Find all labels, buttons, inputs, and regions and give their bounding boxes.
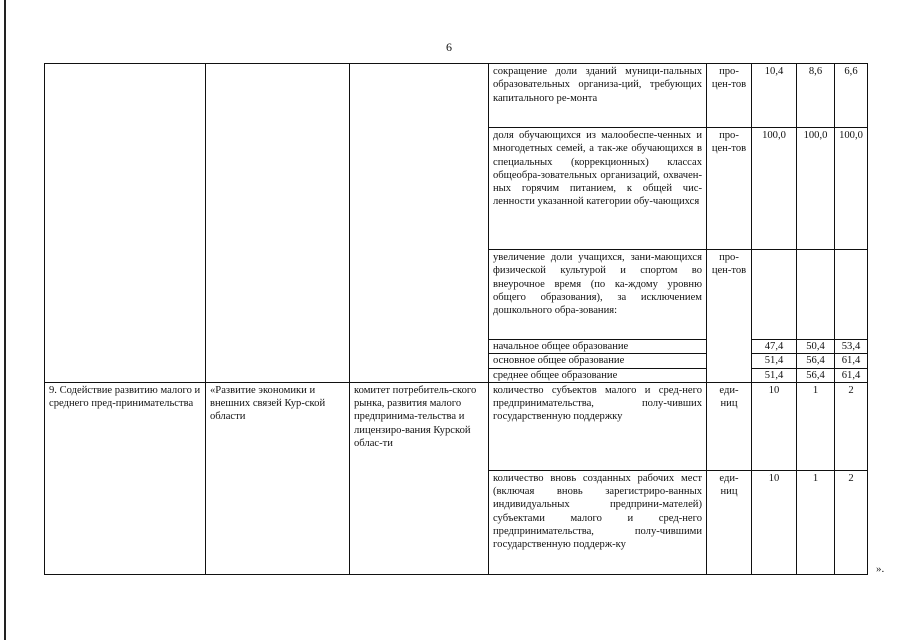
value-cell: 53,4 — [835, 340, 868, 354]
indicator-cell: сокращение доли зданий муници-пальных образовательных организа-ций, требующих капитального ре-монта — [489, 64, 707, 128]
unit-cell: про-цен-тов — [707, 250, 752, 383]
value-cell: 51,4 — [752, 354, 797, 368]
value-cell: 50,4 — [797, 340, 835, 354]
value-cell — [752, 250, 797, 340]
indicator-cell: начальное общее образование — [489, 340, 707, 354]
page-left-edge — [4, 0, 6, 640]
table-row — [45, 64, 868, 128]
indicator-cell: среднее общее образование — [489, 368, 707, 382]
value-cell: 56,4 — [797, 368, 835, 382]
value-cell: 56,4 — [797, 354, 835, 368]
program-cell: «Развитие экономики и внешних связей Кур-ской области — [206, 382, 350, 574]
value-cell: 10 — [752, 470, 797, 574]
indicator-cell: количество субъектов малого и сред-него предпринимательства, полу-чивших государственную поддержку — [489, 382, 707, 470]
empty-program-cell — [206, 64, 350, 383]
value-cell: 61,4 — [835, 368, 868, 382]
value-cell: 2 — [835, 382, 868, 470]
value-cell: 10 — [752, 382, 797, 470]
value-cell: 61,4 — [835, 354, 868, 368]
indicator-cell: количество вновь созданных рабочих мест (включая вновь зарегистриро-ванных индивидуальных предприни-мателей) субъектами малого и сред-него предпринимательства, полу-чившими государственную поддерж-ку — [489, 470, 707, 574]
value-cell: 51,4 — [752, 368, 797, 382]
unit-cell: еди-ниц — [707, 382, 752, 470]
value-cell: 1 — [797, 470, 835, 574]
value-cell: 2 — [835, 470, 868, 574]
value-cell: 8,6 — [797, 64, 835, 128]
value-cell: 100,0 — [797, 128, 835, 250]
table-row — [45, 382, 868, 470]
empty-task-cell — [45, 64, 206, 383]
executor-cell: комитет потребитель-ского рынка, развития малого предпринима-тельства и лицензиро-вания Курской облас-ти — [350, 382, 489, 574]
value-cell — [835, 250, 868, 340]
value-cell: 10,4 — [752, 64, 797, 128]
value-cell — [797, 250, 835, 340]
unit-cell: про-цен-тов — [707, 64, 752, 128]
unit-cell: еди-ниц — [707, 470, 752, 574]
value-cell: 100,0 — [835, 128, 868, 250]
indicators-table — [44, 63, 868, 575]
indicator-cell: основное общее образование — [489, 354, 707, 368]
page-number: 6 — [446, 40, 452, 54]
task-cell: 9. Содействие развитию малого и среднего пред-принимательства — [45, 382, 206, 574]
indicator-cell: доля обучающихся из малообеспе-ченных и многодетных семей, а так-же обучающихся в специальных (коррекционных) классах общеобра-зовательных организаций, охвачен-ных горячим питанием, к общей чис-ленности указанной категории обу-чающихся — [489, 128, 707, 250]
value-cell: 100,0 — [752, 128, 797, 250]
unit-cell: про-цен-тов — [707, 128, 752, 250]
indicator-cell: увеличение доли учащихся, зани-мающихся физической культурой и спортом во внеурочное время (по ка-ждому уровню общего образования), за исключением дошкольного обра-зования: — [489, 250, 707, 340]
value-cell: 1 — [797, 382, 835, 470]
value-cell: 47,4 — [752, 340, 797, 354]
value-cell: 6,6 — [835, 64, 868, 128]
empty-executor-cell — [350, 64, 489, 383]
closing-quote-mark: ». — [876, 563, 885, 575]
